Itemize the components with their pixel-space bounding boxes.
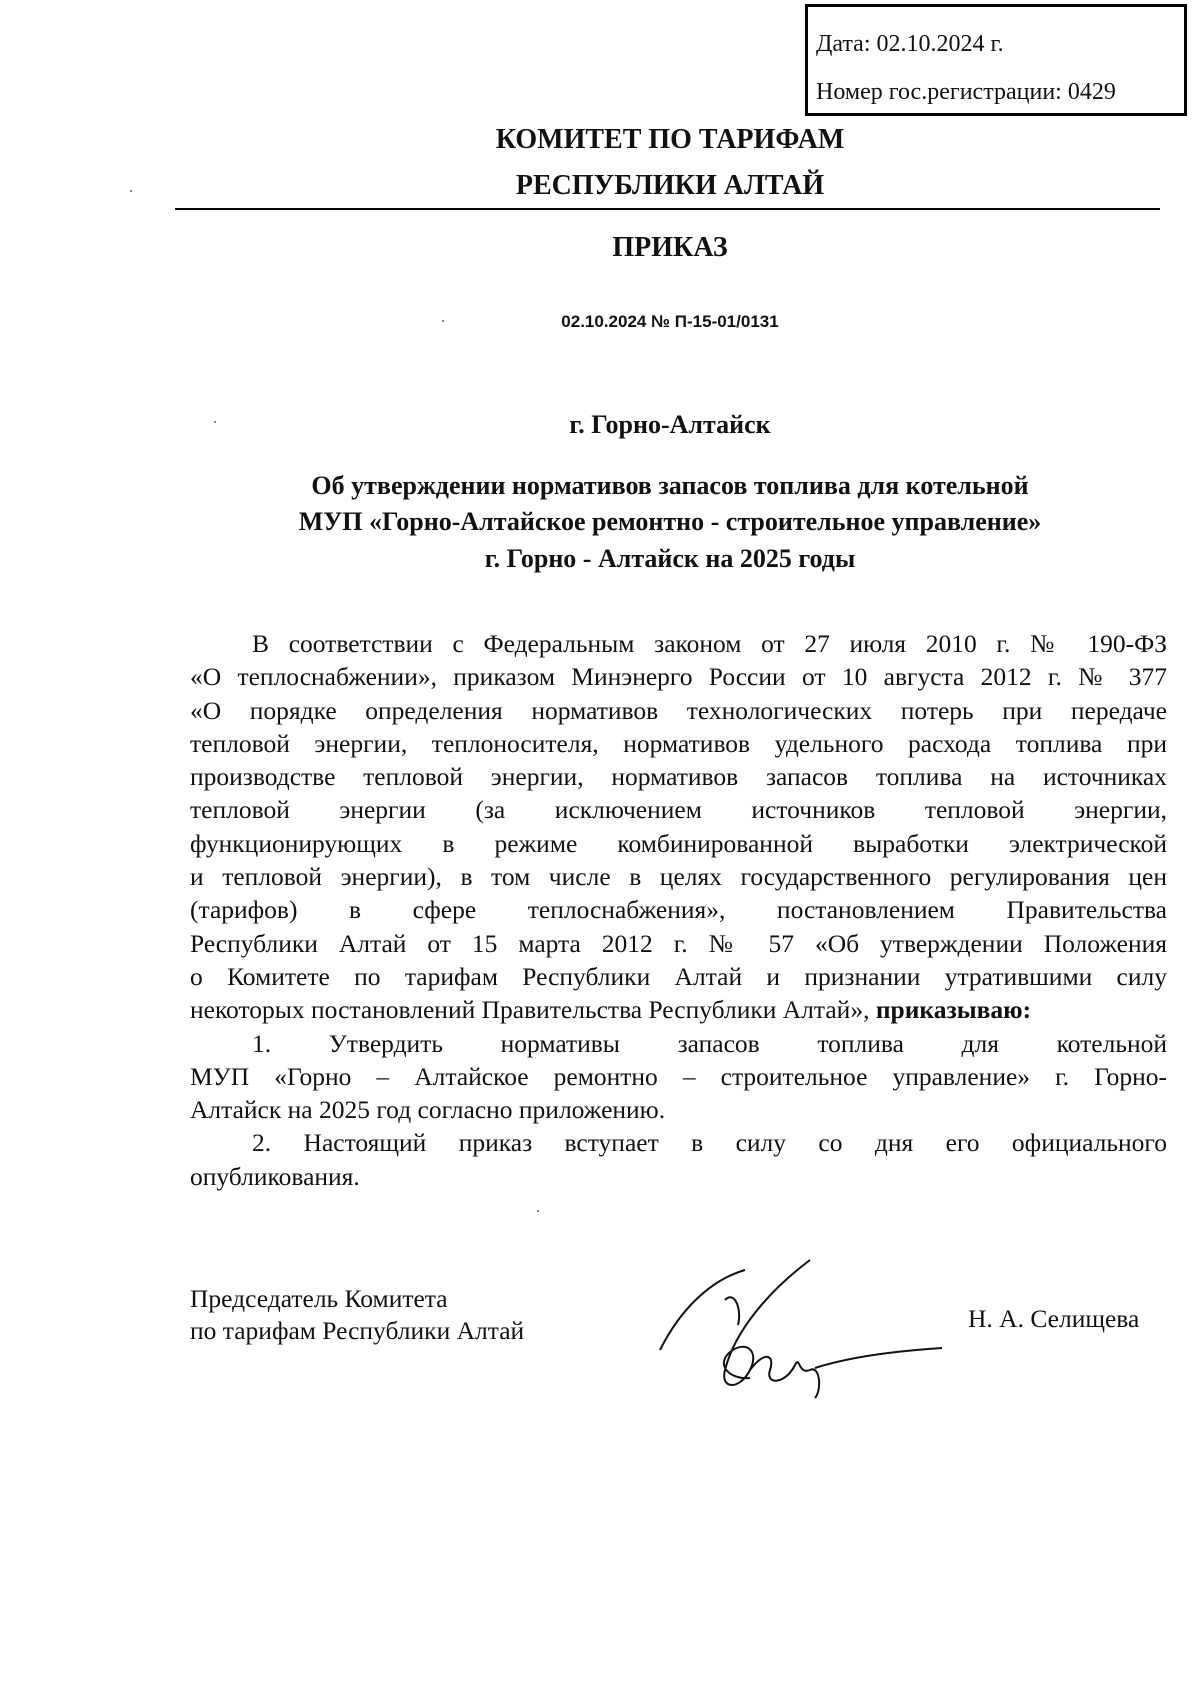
- signatory-title-line1: Председатель Комитета: [190, 1284, 448, 1313]
- preamble-line: о Комитете по тарифам Республики Алтай и признании утратившими силу: [190, 961, 1167, 991]
- subject-line3: г. Горно - Алтайск на 2025 годы: [484, 544, 856, 573]
- scan-speck: [537, 1210, 539, 1212]
- preamble-line: производстве тепловой энергии, нормативов запасов топлива на источниках: [190, 762, 1167, 792]
- preamble-line: «О порядке определения нормативов технологических потерь при передаче: [190, 695, 1167, 725]
- stamp-reg-value: 0429: [1067, 79, 1116, 105]
- registration-stamp: [805, 4, 1187, 116]
- scan-speck: [214, 421, 216, 423]
- subject-line2: МУП «Горно-Алтайское ремонтно - строительное управление»: [298, 507, 1042, 536]
- doc-type: ПРИКАЗ: [612, 232, 728, 263]
- subject-line1: Об утверждении нормативов запасов топлива для котельной: [311, 471, 1029, 500]
- preamble-line: В соответствии с Федеральным законом от 27 июля 2010 г. № 190-ФЗ: [252, 629, 1167, 658]
- scan-speck: [442, 320, 444, 322]
- preamble-last-line: [190, 993, 1167, 1026]
- org-name-line1: КОМИТЕТ ПО ТАРИФАМ: [495, 124, 845, 155]
- item1-line: Алтайск на 2025 год согласно приложению.: [190, 1095, 666, 1125]
- org-name-line2: РЕСПУБЛИКИ АЛТАЙ: [515, 170, 825, 201]
- stamp-reg-label: Номер гос.регистрации:: [816, 79, 1062, 105]
- signatory-name: Н. А. Селищева: [968, 1304, 1140, 1333]
- decree-word: приказываю:: [875, 995, 1032, 1025]
- preamble-line: «О теплоснабжении», приказом Минэнерго России от 10 августа 2012 г. № 377: [190, 662, 1167, 692]
- item1-line: МУП «Горно – Алтайское ремонтно – строительное управление» г. Горно-: [190, 1061, 1167, 1091]
- preamble-last-text: некоторых постановлений Правительства Республики Алтай»,: [190, 995, 870, 1025]
- preamble-line: и тепловой энергии), в том числе в целях государственного регулирования цен: [190, 862, 1167, 892]
- preamble-line: (тарифов) в сфере теплоснабжения», постановлением Правительства: [190, 895, 1167, 925]
- preamble: [190, 627, 1167, 1193]
- signatory-title: [190, 1283, 524, 1347]
- header-divider: [175, 208, 1160, 210]
- handwritten-signature: [650, 1240, 950, 1400]
- stamp-date-row: [816, 31, 1004, 58]
- doc-number: 02.10.2024 № П-15-01/0131: [561, 312, 779, 331]
- preamble-line: функционирующих в режиме комбинированной выработки электрической: [190, 828, 1167, 858]
- signatory-title-line2: по тарифам Республики Алтай: [190, 1316, 525, 1345]
- scan-speck: [130, 190, 132, 192]
- stamp-date-value: 02.10.2024 г.: [876, 31, 1004, 57]
- stamp-reg-row: [816, 79, 1116, 106]
- item2-line: опубликования.: [190, 1161, 360, 1191]
- item1-line: 1. Утвердить нормативы запасов топлива для котельной: [252, 1028, 1167, 1058]
- stamp-date-label: Дата:: [816, 31, 871, 57]
- preamble-line: Республики Алтай от 15 марта 2012 г. № 57 «Об утверждении Положения: [190, 928, 1167, 958]
- doc-city: г. Горно-Алтайск: [569, 410, 771, 439]
- preamble-line: тепловой энергии (за исключением источников тепловой энергии,: [190, 795, 1167, 825]
- preamble-line: тепловой энергии, теплоносителя, нормативов удельного расхода топлива при: [190, 728, 1167, 758]
- item2-line: 2. Настоящий приказ вступает в силу со дня его официального: [252, 1128, 1167, 1158]
